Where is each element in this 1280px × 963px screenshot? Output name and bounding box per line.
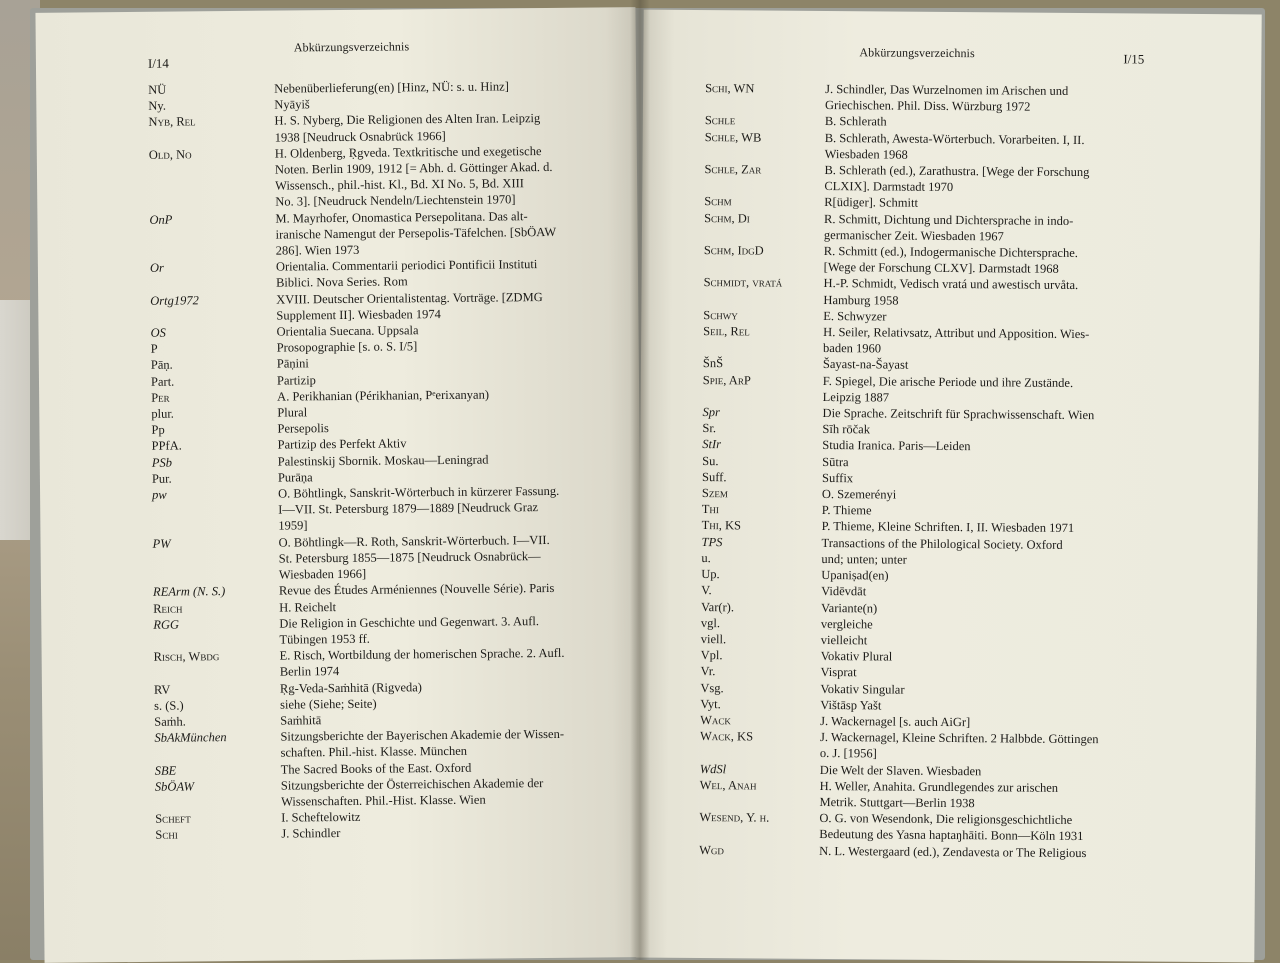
abbreviation-term: Schle, WB	[704, 129, 762, 145]
page-number-right: I/15	[1123, 51, 1145, 67]
abbreviation-term: Schle, Zar	[704, 162, 762, 177]
abbreviation-entry	[704, 210, 1214, 246]
abbreviation-entry	[699, 842, 1209, 862]
abbreviation-definition: H. Seiler, Relativsatz, Attribut und Apposition. Wies- baden 1960	[823, 325, 1090, 356]
abbreviation-definition: Purāṇa	[277, 470, 313, 485]
abbreviation-entry	[699, 809, 1209, 845]
abbreviation-term: Pāṇ.	[150, 358, 173, 373]
abbreviation-term: Risch, Wbdg	[153, 649, 220, 664]
abbreviation-term: Up.	[701, 567, 720, 582]
abbreviation-definition: Vištāsp Yašt	[820, 697, 882, 713]
abbreviation-term: Schmidt, vratá	[703, 275, 783, 291]
abbreviation-entry	[152, 482, 622, 535]
abbreviation-definition: The Sacred Books of the East. Oxford	[280, 760, 472, 777]
abbreviation-term: Szem	[701, 486, 728, 501]
abbreviation-definition: H. Weller, Anahita. Grundlegendes zur arischen Metrik. Stuttgart—Berlin 1938	[819, 778, 1059, 811]
abbreviation-term: Seil, Rel	[703, 324, 750, 339]
abbreviation-term: Reich	[153, 601, 183, 616]
abbreviation-definition: Vokativ Plural	[820, 649, 893, 664]
abbreviation-definition: vergleiche	[820, 616, 873, 632]
abbreviation-definition: J. Schindler	[281, 826, 341, 841]
abbreviation-entry	[700, 728, 1210, 764]
abbreviation-term: Old, No	[148, 147, 192, 162]
abbreviation-definition: Vidēvdāt	[821, 584, 867, 599]
abbreviation-term: Wel, Anah	[699, 777, 757, 793]
abbreviation-term: Schi, WN	[705, 81, 755, 96]
abbreviation-definition: Partizip des Perfekt Aktiv	[277, 436, 407, 453]
abbreviation-definition: J. Schindler, Das Wurzelnomen im Arischen und Griechischen. Phil. Diss. Würzburg 1972	[824, 82, 1069, 114]
abbreviation-term: Wesend, Y. h.	[699, 810, 770, 825]
abbreviation-term: Schm	[704, 194, 732, 209]
abbreviation-definition: R[üdiger]. Schmitt	[824, 195, 919, 211]
abbreviation-entry	[153, 612, 623, 649]
abbreviation-term: Saṁh.	[154, 714, 186, 729]
abbreviation-term: PSb	[151, 455, 172, 470]
abbreviation-entry	[154, 644, 624, 681]
abbreviation-definition: O. Böhtlingk, Sanskrit-Wörterbuch in kürzerer Fassung. I—VII. St. Petersburg 1879—1889 [Neudruck Graz 1959]	[278, 483, 560, 534]
abbreviation-definition: J. Wackernagel [s. auch AiGr]	[820, 713, 971, 730]
abbreviation-term: Schi	[155, 827, 178, 843]
abbreviation-definition: H. S. Nyberg, Die Religionen des Alten Iran. Leipzig 1938 [Neudruck Osnabrück 1966]	[274, 111, 541, 145]
abbreviation-definition: O. Szemerényi	[821, 487, 897, 502]
abbreviation-definition: Nebenüberlieferung(en) [Hinz, NÜ: s. u. Hinz]	[274, 79, 509, 96]
abbreviation-term: Su.	[702, 453, 719, 468]
book-gutter	[630, 0, 650, 960]
abbreviation-entry	[150, 256, 620, 293]
abbreviation-term: vgl.	[700, 615, 721, 630]
abbreviation-term: viell.	[700, 631, 727, 647]
abbreviation-term: Vpl.	[700, 648, 723, 663]
abbreviation-definition: O. G. von Wesendonk, Die religionsgeschichtliche Bedeutung des Yasna haptaŋhāiti. Bonn—Köln 1931	[819, 811, 1084, 844]
right-page	[636, 10, 1261, 963]
left-page	[35, 7, 644, 963]
abbreviation-term: P	[150, 341, 158, 357]
abbreviation-term: PPfA.	[151, 438, 182, 454]
abbreviation-definition: Transactions of the Philological Society. Oxford	[821, 535, 1063, 552]
abbreviation-definition: Plural	[277, 405, 308, 420]
abbreviation-term: REArm (N. S.)	[152, 584, 226, 600]
abbreviation-definition: Partizip	[276, 372, 316, 388]
abbreviation-definition: H.-P. Schmidt, Vedisch vratá und awestisch urvåta. Hamburg 1958	[823, 276, 1079, 308]
abbreviation-term: Schwy	[703, 307, 738, 323]
abbreviation-definition: Vokativ Singular	[820, 681, 905, 697]
abbreviation-definition: H. Reichelt	[279, 599, 337, 615]
abbreviation-term: Part.	[150, 374, 175, 389]
abbreviation-definition: Orientalia. Commentarii periodici Pontificii Instituti Biblici. Nova Series. Rom	[275, 257, 538, 291]
abbreviation-entry	[149, 207, 619, 260]
abbreviation-term: SBE	[154, 763, 177, 778]
abbreviation-term: Nyb, Rel	[148, 114, 196, 130]
abbreviation-definition: Revue des Études Arméniennes (Nouvelle Série). Paris	[278, 581, 555, 598]
abbreviation-term: Vyt.	[700, 696, 721, 711]
abbreviation-term: Suff.	[702, 469, 727, 485]
abbreviation-entry	[703, 372, 1213, 408]
abbreviation-definition: N. L. Westergaard (ed.), Zendavesta or The Religious	[819, 843, 1087, 860]
abbreviation-definition: Persepolis	[277, 421, 329, 436]
abbreviation-entry	[704, 161, 1214, 197]
abbreviation-term: s. (S.)	[154, 698, 184, 713]
abbreviation-term: StIr	[702, 437, 722, 452]
abbreviation-term: Wack, KS	[699, 729, 754, 744]
abbreviation-definition: B. Schlerath, Awesta-Wörterbuch. Vorarbeiten. I, II. Wiesbaden 1968	[824, 130, 1085, 162]
abbreviation-term: Pur.	[151, 471, 172, 486]
abbreviation-definition: B. Schlerath (ed.), Zarathustra. [Wege der Forschung CLXIX]. Darmstadt 1970	[824, 163, 1090, 195]
abbreviation-term: Ny.	[148, 98, 167, 114]
abbreviation-term: SbÖAW	[154, 779, 195, 794]
abbreviation-term: OS	[150, 325, 166, 340]
abbreviation-term: Spie, ArP	[702, 372, 751, 388]
abbreviation-entry	[155, 823, 625, 844]
abbreviation-entry	[152, 531, 622, 584]
abbreviation-term: Or	[149, 260, 164, 276]
abbreviation-definition: Sitzungsberichte der Österreichischen Akademie der Wissenschaften. Phil.-Hist. Klasse. Wien	[280, 775, 544, 809]
abbreviation-term: Schle	[704, 113, 736, 128]
abbreviation-term: ŠnŠ	[702, 356, 724, 371]
abbreviation-definition: siehe (Siehe; Seite)	[280, 696, 377, 712]
abbreviation-definition: Die Sprache. Zeitschrift für Sprachwissenschaft. Wien	[822, 406, 1095, 423]
abbreviation-entry	[154, 725, 624, 762]
abbreviation-term: SbAkMünchen	[154, 730, 227, 745]
abbreviation-definition: vielleicht	[820, 632, 868, 648]
abbreviation-definition: Upaniṣad(en)	[821, 568, 889, 583]
abbreviation-definition: Šayast-na-Šayast	[822, 357, 909, 373]
abbreviation-term: Spr	[702, 405, 721, 420]
running-title-left: Abkürzungsverzeichnis	[293, 39, 410, 55]
abbreviation-term: pw	[152, 487, 167, 502]
abbreviation-definition: Nyāyiš	[274, 97, 310, 112]
abbreviation-entry	[155, 774, 625, 811]
abbreviation-definition: Studia Iranica. Paris—Leiden	[822, 438, 971, 454]
abbreviation-definition: Prosopographie [s. o. S. I/5]	[276, 339, 418, 355]
abbreviation-definition: Variante(n)	[820, 600, 878, 615]
abbreviation-term: Vr.	[700, 664, 716, 679]
abbreviation-definition: Die Welt der Slaven. Wiesbaden	[819, 762, 982, 778]
abbreviation-definition: XVIII. Deutscher Orientalistentag. Vorträge. [ZDMG Supplement II]. Wiesbaden 1974	[276, 289, 543, 323]
abbreviation-definition: F. Spiegel, Die arische Periode und ihre Zustände. Leipzig 1887	[822, 373, 1074, 405]
abbreviation-definition: B. Schlerath	[824, 114, 887, 129]
abbreviation-definition: Orientalia Suecana. Uppsala	[276, 323, 419, 339]
abbreviation-term: Thi	[701, 502, 720, 517]
abbreviation-term: RV	[153, 682, 171, 697]
abbreviation-term: Wgd	[699, 842, 725, 857]
abbreviation-term: Var(r).	[700, 599, 735, 614]
abbreviation-definition: P. Thieme, Kleine Schriften. I, II. Wiesbaden 1971	[821, 519, 1075, 536]
abbreviation-entry	[704, 242, 1214, 278]
abbreviation-term: Per	[151, 390, 170, 405]
abbreviation-term: plur.	[151, 406, 174, 421]
abbreviation-definition: Suffix	[822, 470, 854, 486]
abbreviation-term: OnP	[149, 212, 173, 227]
abbreviation-entry	[705, 80, 1215, 116]
abbreviation-definition: M. Mayrhofer, Onomastica Persepolitana. Das alt- iranische Namengut der Persepolis-Täfelchen. [SbÖAW 286]. Wien 1973	[275, 208, 557, 258]
abbreviation-entry	[150, 288, 620, 325]
abbreviation-term: TPS	[701, 534, 723, 549]
abbreviation-term: V.	[701, 583, 712, 598]
abbreviation-entry	[699, 777, 1209, 813]
abbreviation-definition: A. Perikhanian (Périkhanian, Pᵉerixanyan)	[277, 387, 490, 404]
abbreviation-definition: H. Oldenberg, Ṛgveda. Textkritische und exegetische Noten. Berlin 1909, 1912 [= Abh. d. Göttinger Akad. d. Wissensch., phil.-hist. Kl., Bd. XI No. 5, Bd. XIII No. 3]. [Neudruck Nendeln/Liechtenstein 1970]	[274, 143, 553, 210]
abbreviation-definition: P. Thieme	[821, 503, 872, 518]
abbreviation-entry	[148, 110, 618, 147]
abbreviation-term: RGG	[153, 617, 180, 632]
abbreviation-entry	[703, 323, 1213, 359]
abbreviation-term: Pp	[151, 422, 165, 438]
abbreviation-term: Vsg.	[700, 680, 724, 695]
abbreviation-entry	[705, 129, 1215, 165]
abbreviation-definition: O. Böhtlingk—R. Roth, Sanskrit-Wörterbuch. I—VII. St. Petersburg 1855—1875 [Neudruck Osnabrück— Wiesbaden 1966]	[278, 532, 550, 582]
abbreviation-entry	[703, 275, 1213, 311]
abbreviation-definition: E. Risch, Wortbildung der homerischen Sprache. 2. Aufl. Berlin 1974	[279, 645, 565, 679]
abbreviation-definition: R. Schmitt, Dichtung und Dichtersprache in indo- germanischer Zeit. Wiesbaden 1967	[823, 211, 1074, 244]
abbreviation-definition: Die Religion in Geschichte und Gegenwart. 3. Aufl. Tübingen 1953 ff.	[279, 613, 540, 647]
abbreviation-definition: Sitzungsberichte der Bayerischen Akademie der Wissen- schaften. Phil.-hist. Klasse. München	[280, 726, 565, 760]
abbreviation-term: WdSl	[699, 761, 727, 776]
abbreviation-entry	[149, 142, 620, 211]
abbreviation-list-right	[699, 80, 1215, 862]
abbreviation-definition: und; unten; unter	[821, 551, 907, 567]
abbreviation-term: Thi, KS	[701, 518, 742, 533]
abbreviation-definition: E. Schwyzer	[823, 308, 887, 324]
abbreviation-definition: I. Scheftelowitz	[281, 809, 361, 825]
abbreviation-term: PW	[152, 536, 171, 551]
abbreviation-definition: Pāṇini	[276, 356, 309, 372]
abbreviation-term: Scheft	[155, 811, 191, 826]
abbreviation-definition: Saṁhitā	[280, 713, 322, 728]
abbreviation-definition: R. Schmitt (ed.), Indogermanische Dichtersprache. [Wege der Forschung CLXV]. Darmstadt 1968	[823, 244, 1078, 277]
page-number-left: I/14	[147, 55, 169, 71]
abbreviation-definition: Sīh rōčak	[822, 422, 871, 437]
abbreviation-term: Sr.	[702, 421, 717, 436]
abbreviation-definition: Visprat	[820, 665, 857, 680]
abbreviation-definition: Ṛg-Veda-Saṁhitā (Rigveda)	[279, 679, 422, 696]
abbreviation-definition: Sūtra	[822, 454, 849, 469]
abbreviation-definition: J. Wackernagel, Kleine Schriften. 2 Halbbde. Göttingen o. J. [1956]	[819, 730, 1099, 761]
abbreviation-term: NÜ	[148, 82, 167, 97]
running-title-right: Abkürzungsverzeichnis	[859, 45, 975, 61]
abbreviation-term: u.	[701, 550, 711, 566]
abbreviation-term: Ortg1972	[150, 292, 199, 308]
abbreviation-term: Schm, IdgD	[703, 243, 764, 258]
abbreviation-term: Schm, Di	[704, 210, 750, 226]
abbreviation-term: Wack	[700, 712, 732, 728]
abbreviation-definition: Palestinskij Sbornik. Moskau—Leningrad	[277, 452, 489, 469]
abbreviation-list-left	[148, 77, 625, 843]
